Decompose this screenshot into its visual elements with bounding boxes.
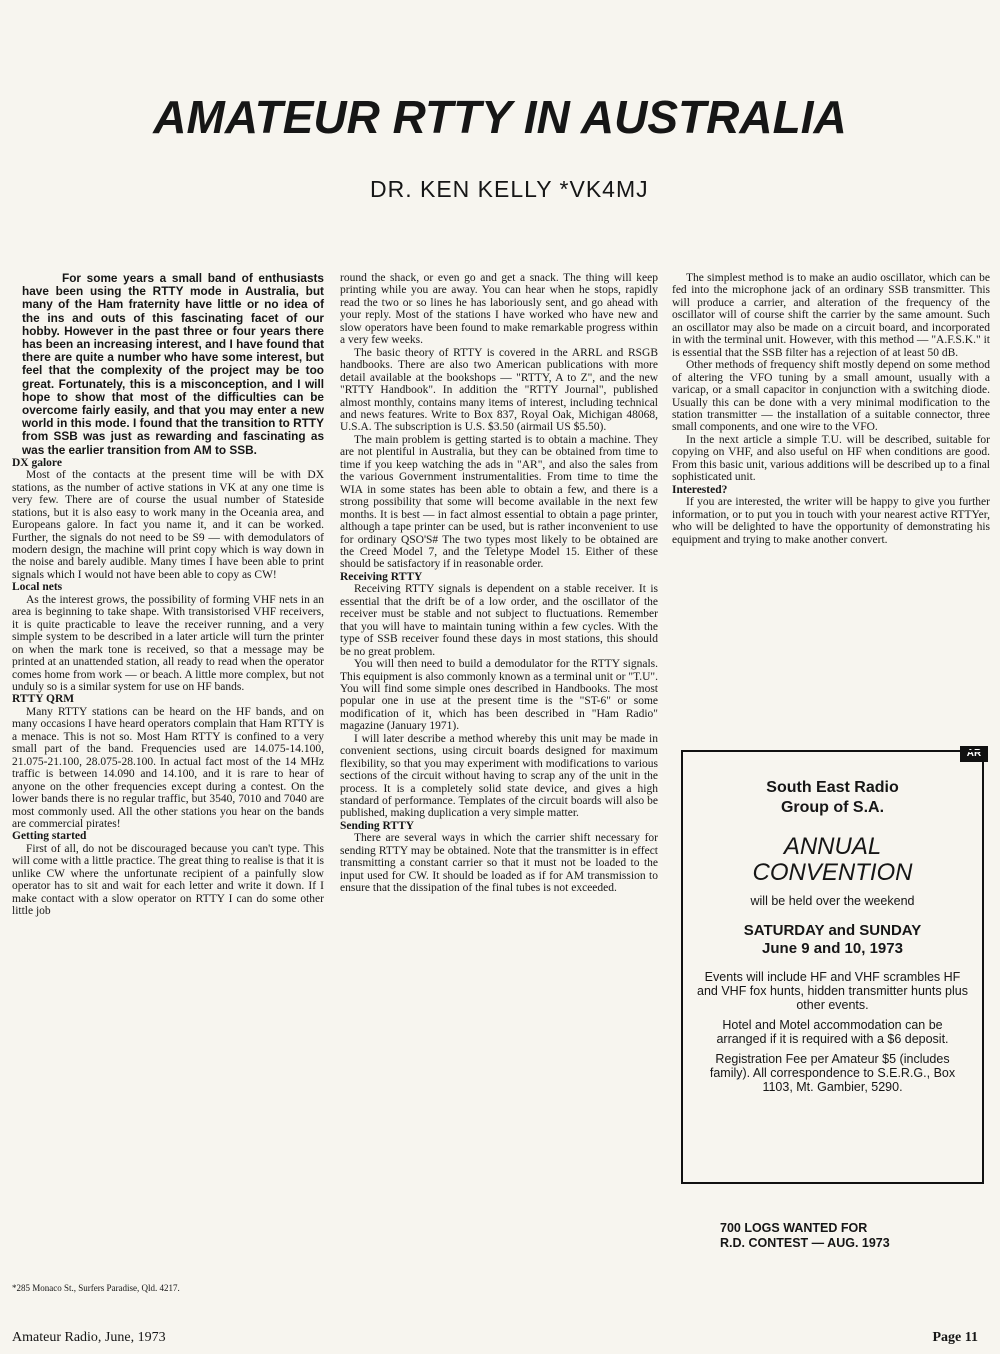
ad-annual-convention xyxy=(683,834,982,886)
ad-dates-line2: June 9 and 10, 1973 xyxy=(762,940,903,957)
logs-line1: 700 LOGS WANTED FOR xyxy=(720,1221,868,1235)
heading-dx-galore: DX galore xyxy=(12,456,62,469)
heading-interested: Interested? xyxy=(672,483,728,496)
author-footnote: *285 Monaco St., Surfers Paradise, Qld. 4217. xyxy=(12,1283,180,1293)
paragraph-dx: Most of the contacts at the present time will be with DX stations, as the number of active stations in VK at any one time is very few. There are of course the usual number of Stateside stations, but it is also easy to work many in the Oceania area, and Europeans galore. In fact you name it, and it can be worked. Further, the signals do not need to be S9 — with demodulators of modern design, the machine will print copy which is way down in the noise and barely audible. Many times I have been able to print signals which I would not have been able to copy as CW! xyxy=(12,469,324,581)
intro-paragraph: For some years a small band of enthusiasts have been using the RTTY mode in Australia, but many of the Ham fraternity have little or no idea of the ins and outs of this fascinating facet of our hobby. However in the past three or four years there has been an increasing interest, and I have found that there are quite a number who have some interest, but feel that the complexity of the project may be too great. Fortunately, this is a misconception, and I will hope to show that most of the difficulties can be overcome fairly easily, and that you may enter a new world in this mode. I found that the transition to RTTY from SSB was just as rewarding and fascinating as was the earlier transition from AM to SSB. xyxy=(22,271,324,457)
ad-hotel: Hotel and Motel accommodation can be arranged if it is required with a $6 deposit. xyxy=(716,1018,949,1046)
paragraph-later-describe: I will later describe a method whereby this unit may be made in convenient sections, using circuit boards designed for maximum flexibility, so that you may experiment with modifications to various sections of the circuit without having to scrap any of the unit in the process. It is a completely solid state device, and gives a high standard of performance. Templates of the circuit boards will also be published, making duplication a very simple matter. xyxy=(340,732,658,820)
logs-wanted-notice xyxy=(720,1221,890,1251)
ad-held-line: will be held over the weekend xyxy=(750,894,915,908)
ad-registration: Registration Fee per Amateur $5 (includes family). All correspondence to S.E.R.G., Box 1103, Mt. Gambier, 5290. xyxy=(709,1052,956,1094)
ad-organization xyxy=(683,778,982,818)
ad-dates xyxy=(683,922,982,958)
logs-line2: R.D. CONTEST — AUG. 1973 xyxy=(720,1236,890,1250)
convention-advertisement xyxy=(681,750,984,1184)
ad-org-line1: South East Radio xyxy=(766,779,899,796)
footer-page-number: Page 11 xyxy=(932,1330,978,1345)
column-2 xyxy=(340,272,658,895)
heading-local-nets: Local nets xyxy=(12,581,63,594)
heading-receiving-rtty: Receiving RTTY xyxy=(340,570,423,583)
ad-dates-line1: SATURDAY and SUNDAY xyxy=(743,922,922,939)
paragraph-other-methods: Other methods of frequency shift mostly depend on some method of altering the VFO tuning by a small amount, usually with a varicap, or a small capacitor in conjunction with a switching diode. Usually this can be done with a very minimal modification to the station transmitter — the installation of a suitable connector, three small components, and one wire to the VFO. xyxy=(672,359,990,434)
heading-rtty-qrm: RTTY QRM xyxy=(12,693,75,706)
paragraph-getting-started: First of all, do not be discouraged because you can't type. This will come with a little practice. The great thing to realise is that it is unlike CW where the unfortunate recipient of a painfully slow operator has to sit and wait for each letter and write it down. If I make contact with a slow operator on RTTY I can do some other little job xyxy=(12,842,324,918)
paragraph-continued: round the shack, or even go and get a snack. The thing will keep printing while you are away. You can hear when he stops, rapidly read the two or so lines he has laboriously sent, and go ahead with your reply. Most of the stations I have worked who have new and slow operators have been found to make remarkable progress within a very few weeks. xyxy=(340,272,658,347)
ad-info xyxy=(697,970,968,1094)
paragraph-simplest-method: The simplest method is to make an audio oscillator, which can be fed into the microphone jack of an ordinary SSB transmitter. This will produce a carrier, and alteration of the frequency of the oscillator will of course shift the carrier by the same amount. Such an oscillator may also be made on a circuit board, and incorporated in with the terminal unit. However, with this method — "A.F.S.K." it is essential that the SSB filter has a rejection of at least 50 dB. xyxy=(672,272,990,359)
paragraph-local-nets: As the interest grows, the possibility of forming VHF nets in an area is beginning to take shape. With transistorised VHF receivers, it is quite practicable to leave the receiver running, and a very simple system to be described in a later article will turn the printer on when the mark tone is received, so that a message may be printed at an unattended station, all ready to read when the operator comes home from work — or beach. A little more complex, but not unduly so is a similar system for use on HF bands. xyxy=(12,593,324,693)
paragraph-rtty-qrm: Many RTTY stations can be heard on the HF bands, and on many occasions I have heard operators complain that Ham RTTY is a menace. This is not so. Most Ham RTTY is confined to a very small part of the band. Frequencies used are 14.075-14.100, 21.075-21.100, 28.075-28.100. In actual fact most of the 14 MHz traffic is between 14.090 and 14.100, and it is rare to hear of anyone on the other frequencies except during a contest. On the lower bands there is no regular traffic, but 3540, 7010 and 7040 are most commonly used. All the other stations you hear on the bands are commercial pirates! xyxy=(12,705,324,830)
footer-publication: Amateur Radio, June, 1973 xyxy=(12,1330,166,1345)
paragraph-basic-theory: The basic theory of RTTY is covered in the ARRL and RSGB handbooks. There are also two American publications with more detail available at the bookshops — "RTTY, A to Z", and the new "RTTY Handbook". In addition the "RTTY Journal", published almost monthly, contains many items of interest, including technical and news features. Write to Box 837, Royal Oak, Michigan 48068, U.S.A. The subscription is U.S. $3.50 (airmail US $5.50). xyxy=(340,346,658,434)
column-1 xyxy=(12,272,324,918)
paragraph-receiving: Receiving RTTY signals is dependent on a stable receiver. It is essential that the drift be of a low order, and the oscillator of the receiver must be stable and not subject to fluctuations. Remember that you will have to maintain tuning within a few cycles. With the type of SSB receiver found these days in most stations, this should be no great problem. xyxy=(340,583,658,658)
ad-annual: ANNUAL xyxy=(783,833,882,860)
paragraph-demodulator: You will then need to build a demodulator for the RTTY signals. This equipment is also commonly known as a terminal unit or "T.U". You will find some simple ones described in Handbooks. The most popular one in use at the present time is the "ST-6" or some modification of it, which has been described in "Ham Radio" magazine (January 1971). xyxy=(340,658,658,733)
ar-logo: AR xyxy=(960,746,988,762)
paragraph-sending: There are several ways in which the carrier shift necessary for sending RTTY may be obtained. Note that the transmitter is in effect transmitting a constant carrier so that it must not be loaded to the input used for CW. It should be loaded as if for AM transmission to ensure that the dissipation of the final tubes is not exceeded. xyxy=(340,832,658,895)
ad-events: Events will include HF and VHF scrambles HF and VHF fox hunts, hidden transmitter hunts plus other events. xyxy=(697,970,968,1012)
paragraph-interested: If you are interested, the writer will be happy to give you further information, or to put you in touch with your nearest active RTTYer, who will be delighted to have the opportunity of demonstrating his equipment and trying to make another convert. xyxy=(672,496,990,546)
author-byline: DR. KEN KELLY *VK4MJ xyxy=(370,176,649,202)
ad-org-line2: Group of S.A. xyxy=(780,799,885,816)
column-3 xyxy=(672,272,990,546)
paragraph-next-article: In the next article a simple T.U. will be described, suitable for copying on VHF, and also useful on HF when conditions are good. From this basic unit, various additions will be described up to a final sophisticated unit. xyxy=(672,433,990,484)
paragraph-main-problem: The main problem is getting started is to obtain a machine. They are not plentiful in Australia, but they can be obtained from time to time if you keep watching the ads in "AR", and also the sales from the various Government instrumentalities. From time to time the WIA in some states has been able to obtain a few, and there is a strong possibility that some will become available in the next few months. It is best — in fact almost essential to obtain a page printer, although a tape printer can be used, but is rather inconvenient to use for ordinary QSO'S# The two types most likely to be obtained are the Creed Model 7, and the Teletype Model 15. Either of these should be satisfactory if in reasonable order. xyxy=(340,433,658,571)
heading-getting-started: Getting started xyxy=(12,830,87,843)
ad-convention: CONVENTION xyxy=(752,859,913,886)
article-title: AMATEUR RTTY IN AUSTRALIA xyxy=(153,91,847,143)
heading-sending-rtty: Sending RTTY xyxy=(340,819,415,832)
